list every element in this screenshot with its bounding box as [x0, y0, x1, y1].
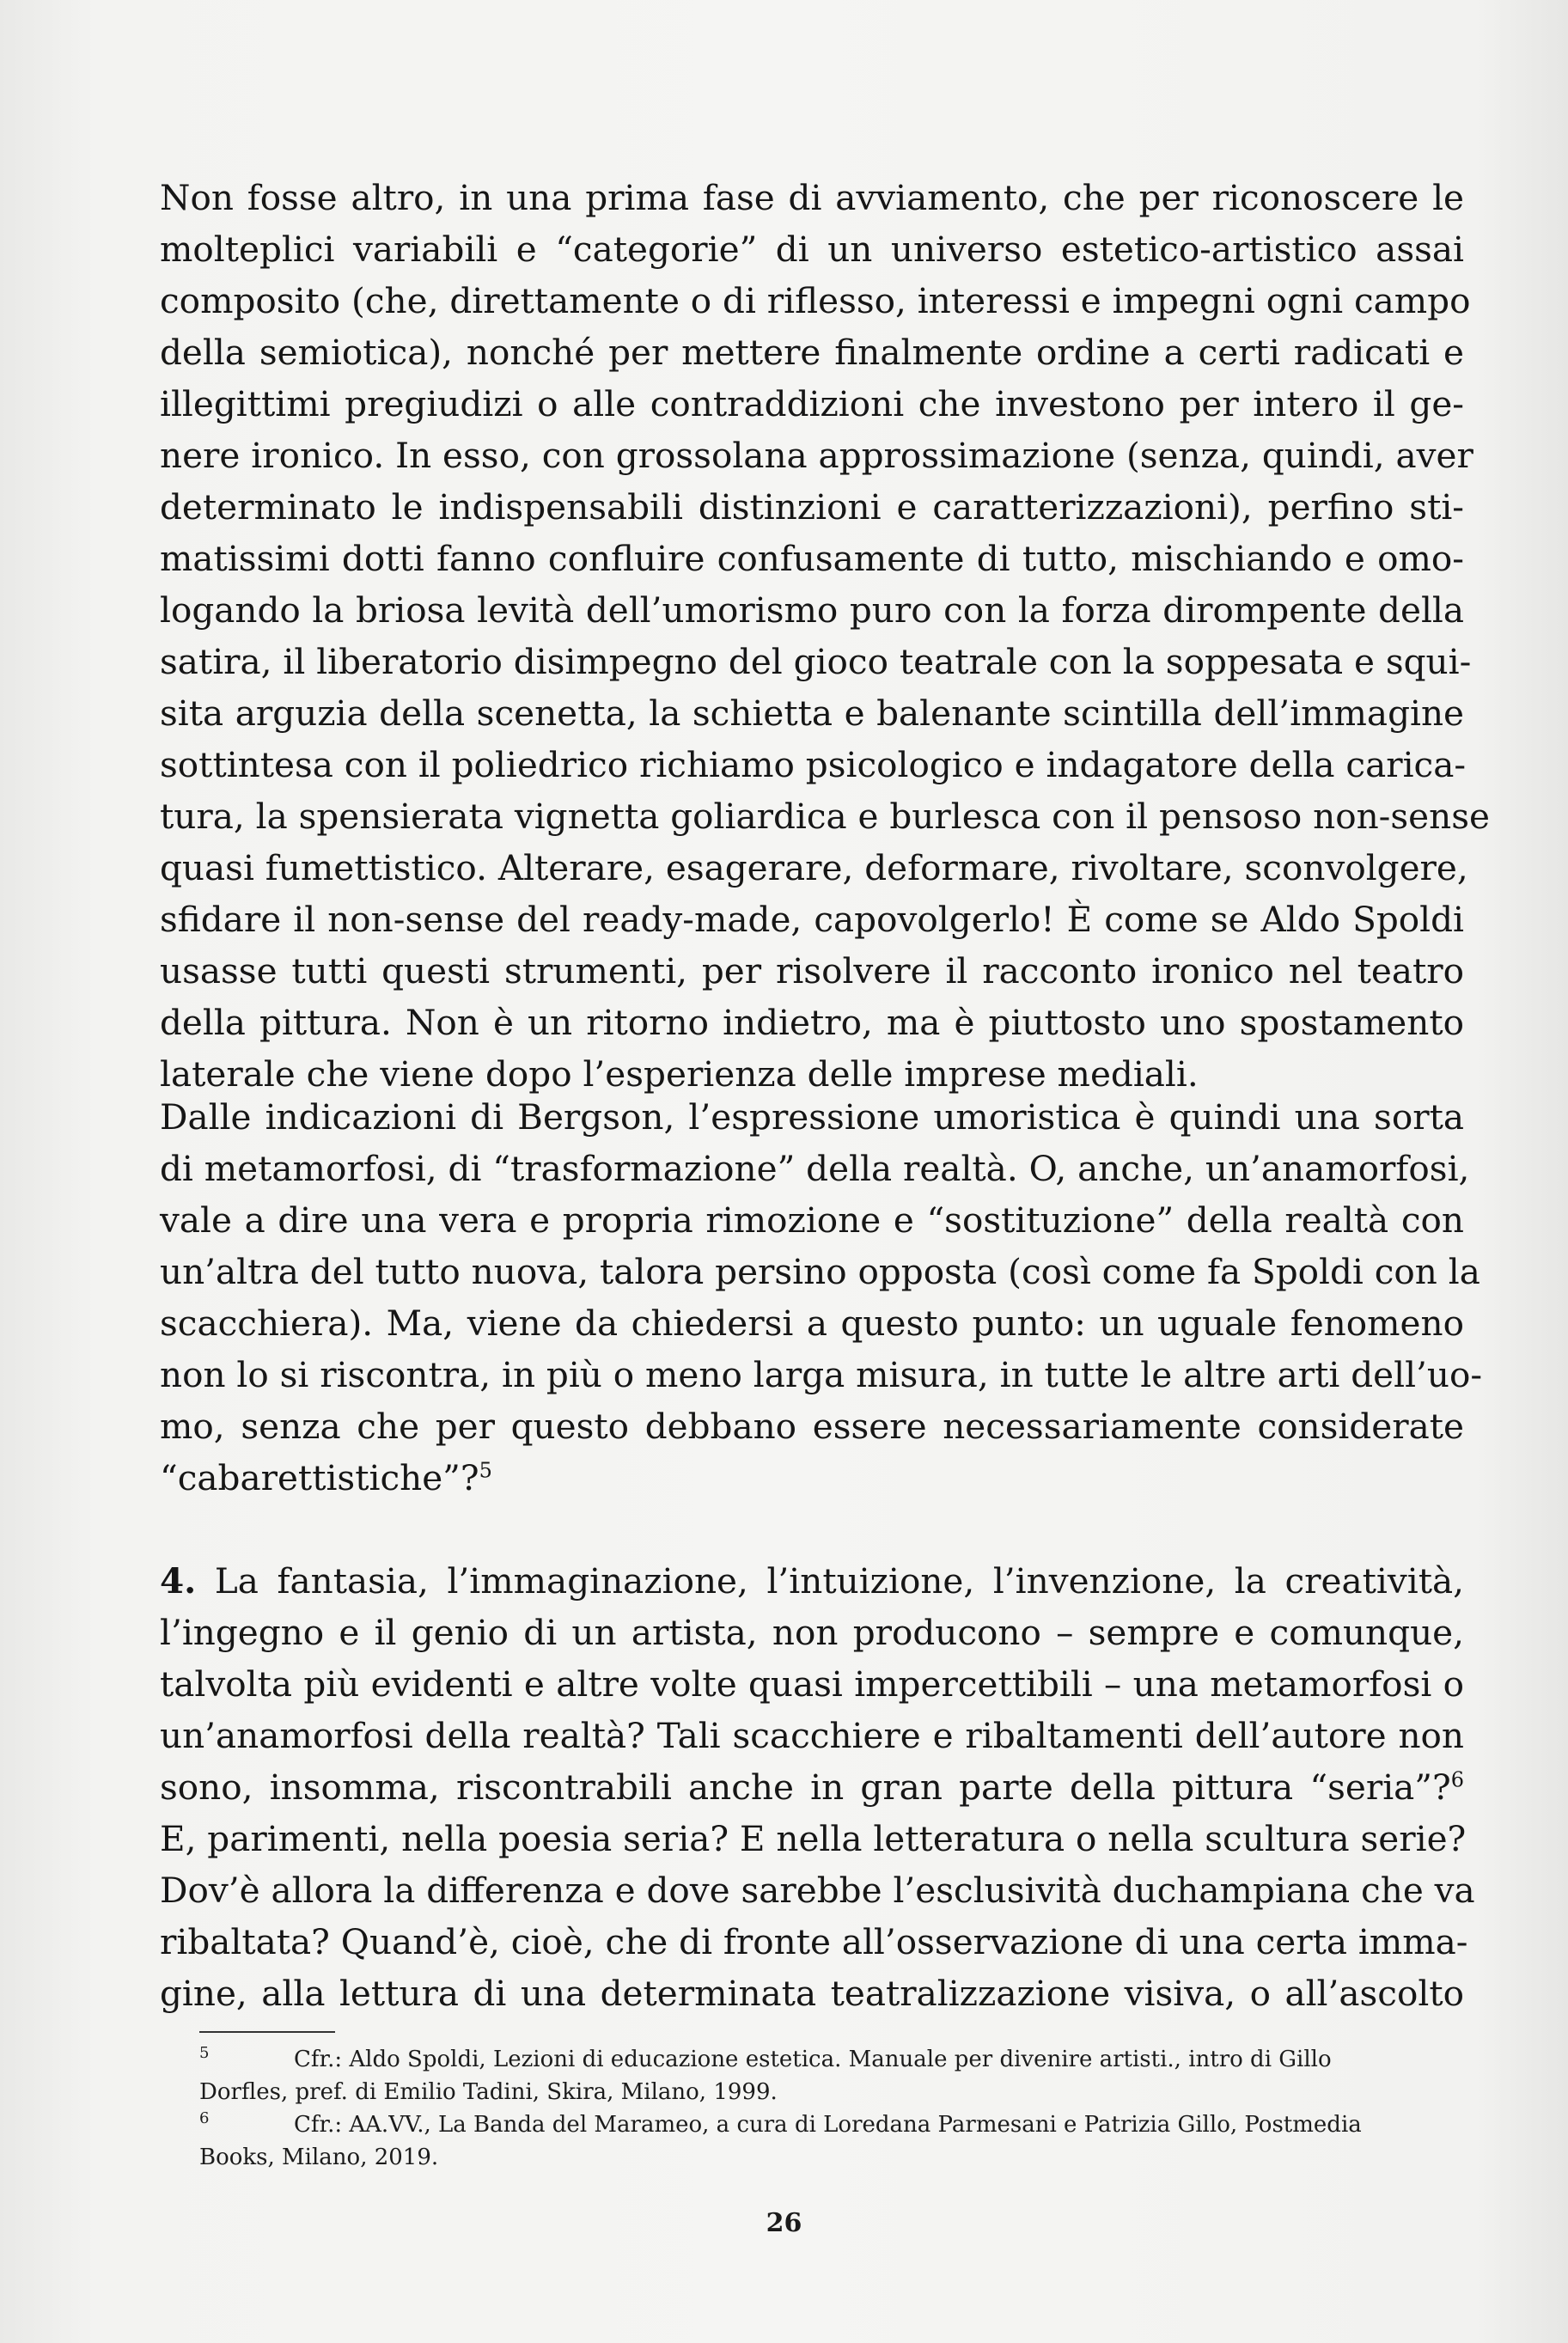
text-line: di metamorfosi, di “trasformazione” della realtà. O, anche, un’anamorfosi,	[160, 1148, 1470, 1189]
text-line	[160, 1761, 1464, 1813]
text-line: un’altra del tutto nuova, talora persino opposta (così come fa Spoldi con la	[160, 1251, 1480, 1292]
text-line: Dov’è allora la differenza e dove sarebbe l’esclusività duchampiana che va	[160, 1870, 1475, 1911]
text-line: gine, alla lettura di una determinata teatralizzazione visiva, o all’ascolto	[160, 1973, 1464, 2014]
text-line: sottintesa con il poliedrico richiamo psicologico e indagatore della carica-	[160, 744, 1467, 785]
paragraph-1	[160, 172, 1490, 1100]
text-line: composito (che, direttamente o di riflesso, interessi e impegni ogni campo	[160, 280, 1471, 321]
text-line: non lo si riscontra, in più o meno larga misura, in tutte le altre arti dell’uo-	[160, 1354, 1483, 1395]
text-line: tura, la spensierata vignetta goliardica e burlesca con il pensoso non-sense	[160, 796, 1490, 837]
text-line: E, parimenti, nella poesia seria? E nella letteratura o nella scultura serie?	[160, 1818, 1467, 1859]
text-line	[160, 1452, 1464, 1504]
footnote-6: 6 Cfr.: AA.VV., La Banda del Marameo, a cura di Loredana Parmesani e Patrizia Gillo, Postmedia	[199, 2109, 1362, 2138]
footnote-5: 5 Cfr.: Aldo Spoldi, Lezioni di educazione estetica. Manuale per divenire artisti., intro di Gillo	[199, 2044, 1332, 2072]
footnote-separator	[199, 2031, 335, 2033]
footnote-text: Cfr.: Aldo Spoldi, Lezioni di educazione estetica. Manuale per divenire artisti., intro di Gillo	[294, 2047, 1332, 2072]
text-line: scacchiera). Ma, viene da chiedersi a questo punto: un uguale fenomeno	[160, 1303, 1464, 1344]
text-line: vale a dire una vera e propria rimozione e “sostituzione” della realtà con	[160, 1199, 1464, 1241]
text-line: logando la briosa levità dell’umorismo puro con la forza dirompente della	[160, 589, 1464, 631]
text-line: mo, senza che per questo debbano essere necessariamente considerate	[160, 1406, 1464, 1447]
footnote-text: Cfr.: AA.VV., La Banda del Marameo, a cura di Loredana Parmesani e Patrizia Gillo, Postmedia	[294, 2112, 1362, 2138]
text-line: sita arguzia della scenetta, la schietta e balenante scintilla dell’immagine	[160, 693, 1464, 734]
text-line: nere ironico. In esso, con grossolana approssimazione (senza, quindi, aver	[160, 435, 1473, 476]
text-line: ribaltata? Quand’è, cioè, che di fronte all’osservazione di una certa imma-	[160, 1921, 1468, 1962]
text-fragment: “cabarettistiche”?	[160, 1457, 479, 1498]
text-line: della pittura. Non è un ritorno indietro, ma è piuttosto uno spostamento	[160, 1002, 1464, 1043]
text-line: l’ingegno e il genio di un artista, non producono – sempre e comunque,	[160, 1612, 1464, 1653]
text-line: satira, il liberatorio disimpegno del gioco teatrale con la soppesata e squi-	[160, 641, 1472, 682]
text-line: illegittimi pregiudizi o alle contraddizioni che investono per intero il ge-	[160, 383, 1464, 424]
text-line: Dalle indicazioni di Bergson, l’espressione umoristica è quindi una sorta	[160, 1096, 1464, 1138]
text-line: determinato le indispensabili distinzioni e caratterizzazioni), perfino sti-	[160, 486, 1464, 528]
text-line: Non fosse altro, in una prima fase di avviamento, che per riconoscere le	[160, 177, 1464, 218]
paragraph-2	[160, 1091, 1483, 1504]
text-line: matissimi dotti fanno confluire confusamente di tutto, mischiando e omo-	[160, 538, 1464, 579]
text-line: usasse tutti questi strumenti, per risolvere il racconto ironico nel teatro	[160, 950, 1464, 992]
footnote-reference-6: 6	[1450, 1767, 1464, 1792]
footnotes	[199, 2043, 1437, 2174]
text-line	[160, 1555, 1464, 1607]
footnote-text: Books, Milano, 2019.	[199, 2145, 439, 2170]
text-line: laterale che viene dopo l’esperienza delle imprese mediali.	[160, 1053, 1199, 1095]
section-number: 4.	[160, 1560, 197, 1602]
section-4-paragraph	[160, 1555, 1475, 2019]
text-line: della semiotica), nonché per mettere finalmente ordine a certi radicati e	[160, 332, 1464, 373]
text-line: talvolta più evidenti e altre volte quasi impercettibili – una metamorfosi o	[160, 1663, 1464, 1705]
text-fragment: sono, insomma, riscontrabili anche in gran parte della pittura “seria”?	[160, 1766, 1451, 1808]
text-line: sfidare il non-sense del ready-made, capovolgerlo! È come se Aldo Spoldi	[160, 899, 1464, 940]
footnote-reference-5: 5	[479, 1458, 492, 1483]
text-fragment: La fantasia, l’immaginazione, l’intuizione, l’invenzione, la creatività,	[196, 1560, 1464, 1602]
text-line: molteplici variabili e “categorie” di un universo estetico-artistico assai	[160, 229, 1464, 270]
text-line: quasi fumettistico. Alterare, esagerare, deformare, rivoltare, sconvolgere,	[160, 847, 1468, 888]
text-line: un’anamorfosi della realtà? Tali scacchiere e ribaltamenti dell’autore non	[160, 1715, 1464, 1756]
page-number: 26	[766, 2208, 802, 2238]
footnote-text: Dorfles, pref. di Emilio Tadini, Skira, Milano, 1999.	[199, 2079, 778, 2105]
